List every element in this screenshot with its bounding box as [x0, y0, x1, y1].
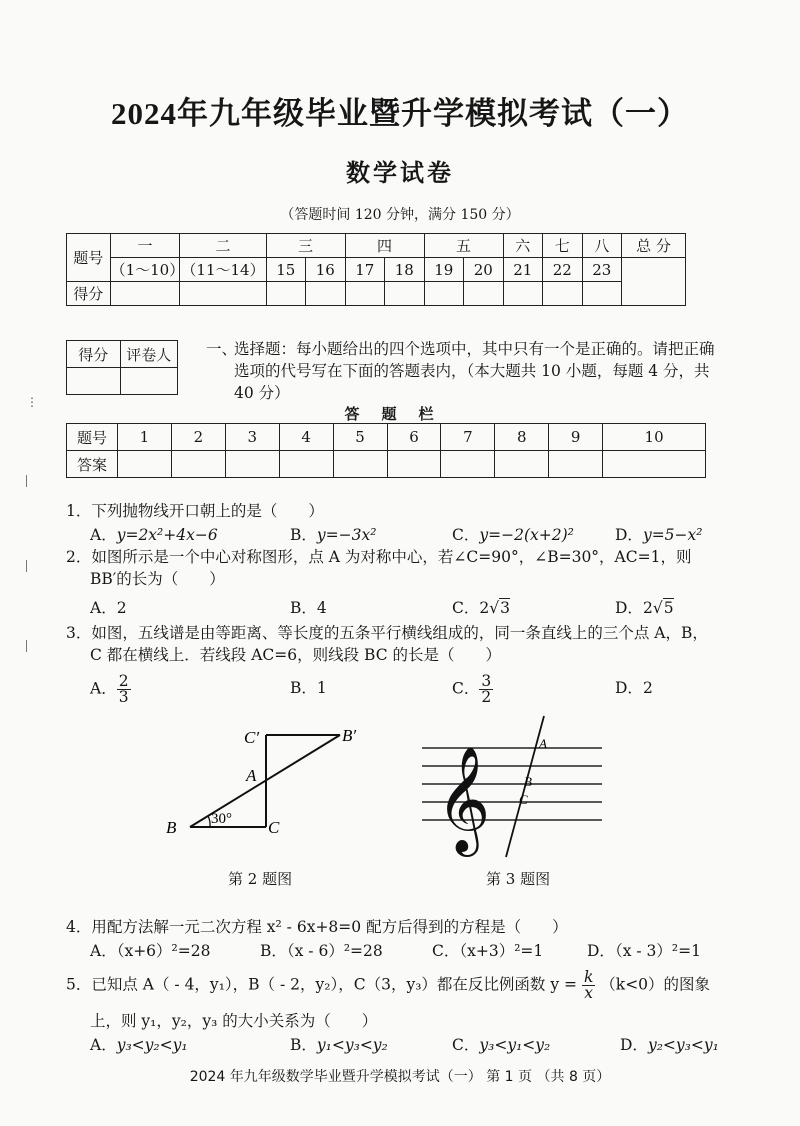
label-C: C: [268, 818, 280, 837]
total-header: 总 分: [622, 234, 686, 258]
question-3-stem: 3．如图，五线谱是由等距离、等长度的五条平行横线组成的，同一条直线上的三个点 A，B，: [66, 624, 708, 642]
question-number: 4: [279, 424, 333, 451]
question-1-options: [90, 523, 730, 545]
score-cell[interactable]: [503, 282, 543, 306]
question-3-stem-continued: C 都在横线上．若线段 AC=6，则线段 BC 的长是（ ）: [90, 646, 502, 664]
label-B: B: [166, 818, 177, 837]
section-number: 一、: [206, 340, 238, 358]
question-number: 6: [387, 424, 441, 451]
section-text: 选择题：每小题给出的四个选项中，其中只有一个是正确的。请把正确选项的代号写在下面的答题表内，（本大题共 10 小题，每题 4 分，共 40 分）: [234, 340, 715, 402]
option-c: C． $\frac{3}{2}$: [452, 672, 492, 706]
item-number: 23: [582, 258, 622, 282]
question-number: 7: [441, 424, 495, 451]
question-4-options: [90, 939, 730, 961]
exam-title: 2024年九年级毕业暨升学模拟考试（一）: [111, 96, 689, 131]
option-a: A．y₃<y₂<y₁: [90, 1036, 188, 1054]
item-number: 20: [464, 258, 504, 282]
row-label-question-number: 题号: [67, 234, 111, 282]
section-header: 五: [424, 234, 503, 258]
figure-3-caption: 第 3 题图: [486, 870, 551, 888]
item-number: 15: [266, 258, 306, 282]
grader-score-cell[interactable]: [67, 368, 121, 395]
option-b: B．1: [290, 679, 327, 697]
question-number: 9: [549, 424, 603, 451]
option-d: D．（x - 3）²=1: [587, 942, 701, 960]
section-header: 六: [503, 234, 543, 258]
question-2-stem-continued: BB′的长为（ ）: [90, 570, 225, 588]
exam-subtitle: 数学试卷: [346, 158, 454, 187]
section-instructions: [206, 338, 726, 404]
item-number: 21: [503, 258, 543, 282]
fraction-k-over-x: $\frac{k}{x}$: [583, 968, 594, 1002]
option-b: B．y=−3x²: [290, 526, 377, 544]
section-header: 四: [345, 234, 424, 258]
label-A: A: [539, 736, 547, 751]
question-5-options: [90, 1033, 730, 1055]
section-header: 三: [266, 234, 345, 258]
question-2-stem: 2．如图所示是一个中心对称图形，点 A 为对称中心，若∠C=90°，∠B=30°，AC=1，则: [66, 548, 692, 566]
question-3-options: [90, 668, 730, 704]
score-cell[interactable]: [385, 282, 425, 306]
binding-mark: [26, 640, 31, 652]
question-5-stem-part1: 5．已知点 A（ - 4，y₁），B（ - 2，y₂），C（3，y₃）都在反比例函数 y =: [66, 975, 578, 994]
answer-cell[interactable]: [495, 451, 549, 478]
score-cell[interactable]: [464, 282, 504, 306]
answer-table: [66, 423, 706, 478]
option-a: A．（x+6）²=28: [90, 942, 211, 960]
option-c: C．（x+3）²=1: [432, 942, 544, 960]
option-c: C．y=−2(x+2)²: [452, 526, 574, 544]
score-cell[interactable]: [110, 282, 180, 306]
section-header: 七: [543, 234, 583, 258]
label-C: C: [519, 792, 528, 807]
option-c: C．y₃<y₁<y₂: [452, 1036, 551, 1054]
figure-2-caption: 第 2 题图: [228, 870, 293, 888]
binding-dots: ⋮: [26, 395, 38, 409]
question-number: 10: [603, 424, 706, 451]
figure-3-diagram: [420, 712, 620, 862]
question-number: 8: [495, 424, 549, 451]
question-5-stem-part2: （k<0）的图象: [600, 975, 711, 994]
row-label-score: 得分: [67, 282, 111, 306]
option-d: D．y=5−x²: [615, 526, 703, 544]
label-C-prime: C′: [244, 728, 260, 747]
label-B: B: [524, 774, 532, 789]
question-5-stem-continued: 上，则 y₁，y₂，y₃ 的大小关系为（ ）: [90, 1012, 378, 1030]
item-number: 22: [543, 258, 583, 282]
option-a: A．y=2x²+4x−6: [90, 526, 218, 544]
angle-arc: [208, 816, 210, 827]
angle-label: 30°: [211, 811, 232, 827]
answer-cell[interactable]: [333, 451, 387, 478]
score-cell[interactable]: [345, 282, 385, 306]
answer-cell[interactable]: [171, 451, 225, 478]
item-number: 17: [345, 258, 385, 282]
option-b: B．y₁<y₃<y₂: [290, 1036, 388, 1054]
grader-score-label: 得分: [67, 341, 121, 368]
question-number: 5: [333, 424, 387, 451]
question-4-stem: 4．用配方法解一元二次方程 x² - 6x+8=0 配方后得到的方程是（ ）: [66, 918, 568, 936]
option-a: A．2: [90, 599, 127, 617]
score-cell[interactable]: [582, 282, 622, 306]
score-cell[interactable]: [266, 282, 306, 306]
time-info: （答题时间 120 分钟，满分 150 分）: [280, 207, 520, 223]
row-label-question-number: 题号: [67, 424, 118, 451]
question-5-stem: [66, 970, 726, 1001]
item-range: （11～14）: [180, 258, 266, 282]
question-number: 1: [118, 424, 172, 451]
grader-name-label: 评卷人: [120, 341, 177, 368]
item-number: 16: [306, 258, 346, 282]
score-cell[interactable]: [424, 282, 464, 306]
question-2-options: [90, 596, 730, 618]
score-cell[interactable]: [180, 282, 266, 306]
total-score-cell[interactable]: [622, 258, 686, 306]
option-d: D．y₂<y₃<y₁: [620, 1036, 719, 1054]
item-number: 19: [424, 258, 464, 282]
binding-mark: [26, 475, 31, 487]
section-header: 八: [582, 234, 622, 258]
score-cell[interactable]: [543, 282, 583, 306]
page-footer: 2024 年九年级数学毕业暨升学模拟考试（一） 第 1 页 （共 8 页）: [189, 1069, 611, 1085]
answer-table-title: 答题栏: [344, 405, 456, 423]
grader-table: [66, 340, 178, 395]
option-b: B．（x - 6）²=28: [260, 942, 383, 960]
answer-cell[interactable]: [603, 451, 706, 478]
answer-cell[interactable]: [549, 451, 603, 478]
figure-2-diagram: [150, 715, 390, 845]
label-B-prime: B′: [342, 726, 357, 745]
option-c: C．2√3: [452, 599, 511, 617]
answer-cell[interactable]: [387, 451, 441, 478]
answer-cell[interactable]: [441, 451, 495, 478]
item-range: （1～10）: [110, 258, 180, 282]
item-number: 18: [385, 258, 425, 282]
treble-clef-icon: 𝄞: [436, 745, 491, 852]
option-d: D．2√5: [615, 599, 674, 617]
answer-cell[interactable]: [225, 451, 279, 478]
question-number: 2: [171, 424, 225, 451]
label-A: A: [246, 766, 257, 785]
row-label-answer: 答案: [67, 451, 118, 478]
answer-cell[interactable]: [279, 451, 333, 478]
section-header: 二: [180, 234, 266, 258]
question-number: 3: [225, 424, 279, 451]
score-table: [66, 233, 686, 306]
section-header: 一: [110, 234, 180, 258]
grader-name-cell[interactable]: [120, 368, 177, 395]
score-cell[interactable]: [306, 282, 346, 306]
binding-mark: [26, 560, 31, 572]
option-d: D．2: [615, 679, 653, 697]
option-b: B．4: [290, 599, 327, 617]
option-a: A． $\frac{2}{3}$: [90, 672, 129, 706]
question-1-stem: 1．下列抛物线开口朝上的是（ ）: [66, 502, 324, 520]
answer-cell[interactable]: [118, 451, 172, 478]
